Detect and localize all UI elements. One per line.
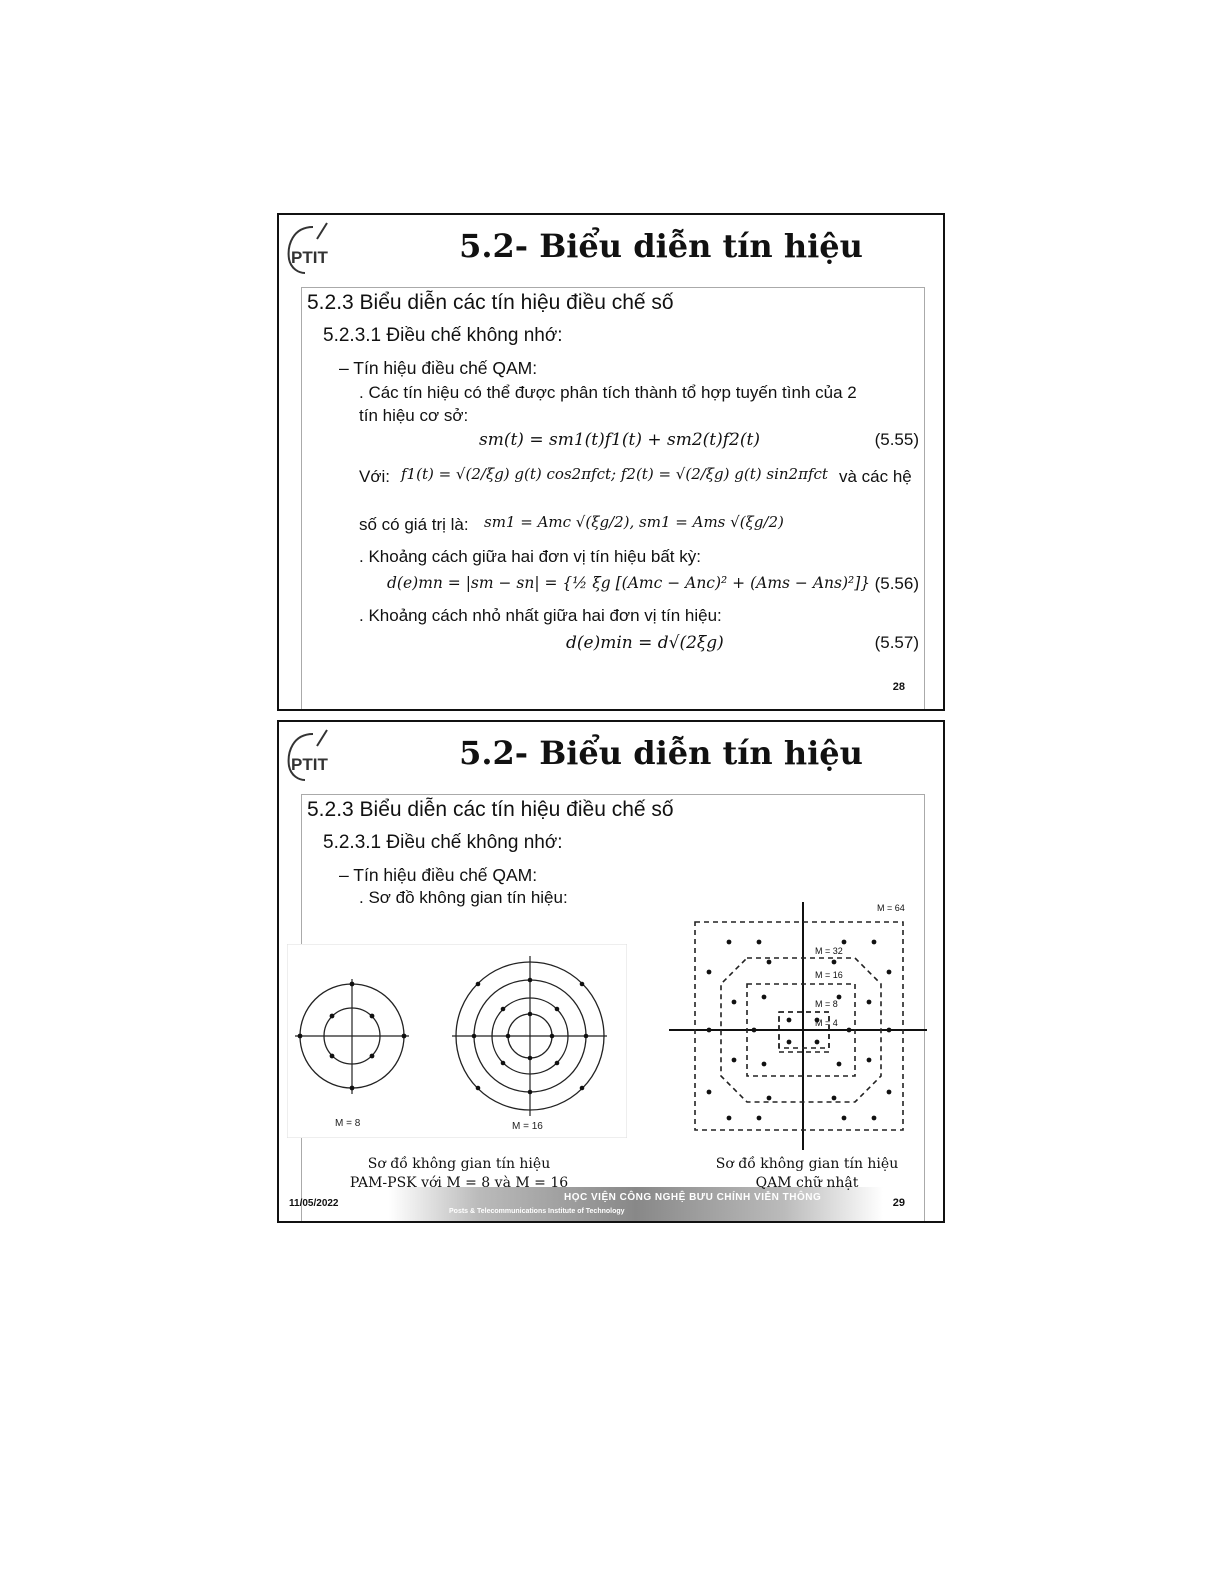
text-line-1: . Các tín hiệu có thể được phân tích thành tổ hợp tuyến tình của 2	[359, 383, 857, 402]
text-line-2: tín hiệu cơ sở:	[359, 406, 469, 425]
equation-5-57: d(e)min = d√(2ξg)	[566, 633, 724, 653]
heading-section: 5.2.3 Biểu diễn các tín hiệu điều chế số	[307, 798, 674, 821]
equation-basis-functions: f1(t) = √(2/ξg) g(t) cos2πfct; f2(t) = √(2/ξg) g(t) sin2πfct	[401, 465, 828, 483]
text-with-label: Với:	[359, 467, 390, 486]
label-qam-m8: M = 8	[815, 999, 838, 1009]
text-line-3-suffix: và các hệ	[839, 467, 912, 486]
slide-29	[277, 720, 945, 1223]
label-qam-m4: M = 4	[815, 1018, 838, 1028]
equation-5-55: sm(t) = sm1(t)f1(t) + sm2(t)f2(t)	[479, 430, 760, 450]
equation-5-56: d(e)mn = |sm − sn| = {½ ξg [(Amc − Anc)² + (Ams − Ans)²]}	[387, 574, 871, 592]
text-line-5: . Khoảng cách giữa hai đơn vị tín hiệu bất kỳ:	[359, 547, 701, 566]
label-m16: M = 16	[512, 1121, 543, 1132]
label-qam-m32: M = 32	[815, 946, 843, 956]
logo-text: PTIT	[291, 248, 328, 267]
caption-qam-line-2: QAM chữ nhật	[755, 1175, 859, 1191]
label-qam-m64: M = 64	[877, 903, 905, 913]
page-number: 29	[892, 1197, 905, 1209]
heading-subsection: 5.2.3.1 Điều chế không nhớ:	[323, 325, 563, 346]
qam-rectangular-diagram	[669, 902, 929, 1152]
ptit-logo	[283, 221, 345, 277]
page-number: 28	[892, 681, 905, 693]
slide-title: 5.2- Biểu diễn tín hiệu	[459, 227, 863, 265]
slide-title: 5.2- Biểu diễn tín hiệu	[459, 734, 863, 772]
equation-number-5-56: (5.56)	[874, 574, 919, 593]
footer-organization: HỌC VIỆN CÔNG NGHỆ BƯU CHÍNH VIỄN THÔNG	[564, 1192, 822, 1203]
label-qam-m16: M = 16	[815, 970, 843, 980]
heading-section: 5.2.3 Biểu diễn các tín hiệu điều chế số	[307, 291, 674, 314]
slide-28	[277, 213, 945, 711]
caption-pam-psk-line-1: Sơ đồ không gian tín hiệu	[367, 1156, 551, 1172]
heading-qam: – Tín hiệu điều chế QAM:	[339, 865, 538, 885]
caption-qam-line-1: Sơ đồ không gian tín hiệu	[715, 1156, 899, 1172]
caption-qam	[697, 1155, 917, 1193]
equation-number-5-55: (5.55)	[874, 430, 919, 449]
label-m8: M = 8	[335, 1118, 361, 1129]
date: 11/05/2022	[289, 1198, 339, 1209]
caption-pam-psk-line-2: PAM-PSK với M = 8 và M = 16	[349, 1175, 569, 1191]
logo-text: PTIT	[291, 755, 328, 774]
heading-subsection: 5.2.3.1 Điều chế không nhớ:	[323, 832, 563, 853]
text-line-6: . Khoảng cách nhỏ nhất giữa hai đơn vị tín hiệu:	[359, 606, 722, 625]
ptit-logo	[283, 728, 345, 784]
text-line-1: . Sơ đồ không gian tín hiệu:	[359, 888, 568, 907]
pam-psk-diagram	[287, 944, 627, 1138]
equation-number-5-57: (5.57)	[874, 633, 919, 652]
boundary-m64	[695, 922, 903, 1130]
text-coeff-label: số có giá trị là:	[359, 515, 469, 534]
footer-subtitle: Posts & Telecommunications Institute of Technology	[449, 1208, 625, 1215]
equation-coefficients: sm1 = Amc √(ξg/2), sm1 = Ams √(ξg/2)	[484, 513, 784, 531]
heading-qam: – Tín hiệu điều chế QAM:	[339, 358, 538, 378]
caption-pam-psk	[329, 1155, 589, 1193]
